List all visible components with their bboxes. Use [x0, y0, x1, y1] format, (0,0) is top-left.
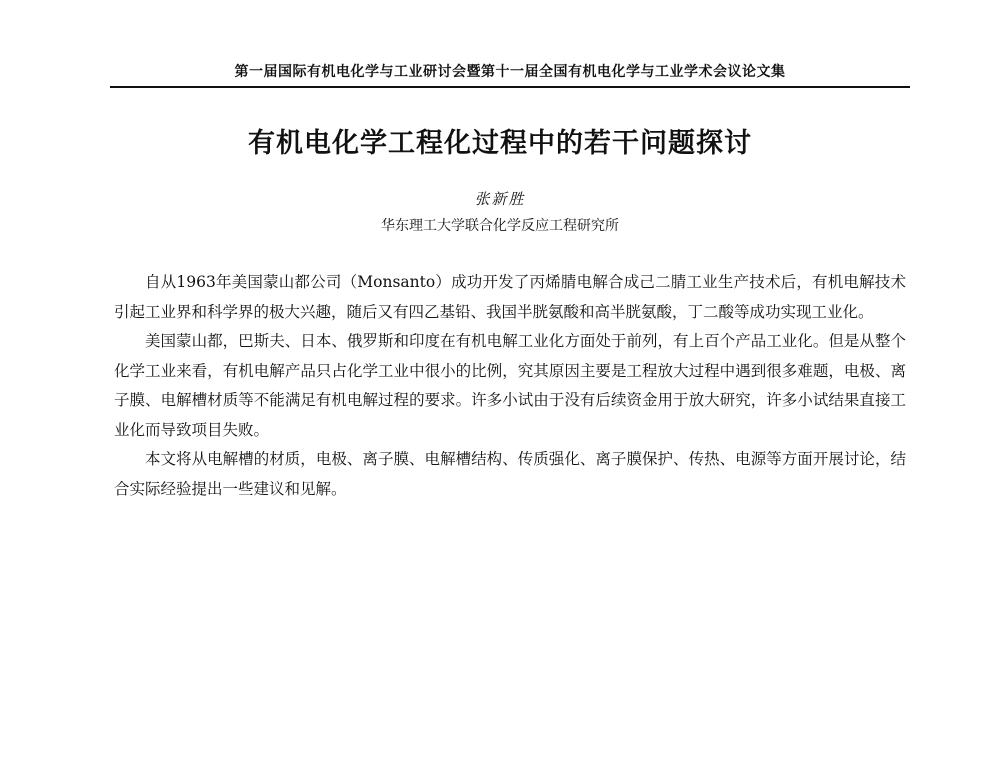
running-header: 第一届国际有机电化学与工业研讨会暨第十一届全国有机电化学与工业学术会议论文集 — [234, 64, 786, 80]
paper-title: 有机电化学工程化过程中的若干问题探讨 — [248, 128, 752, 159]
body-text — [114, 268, 906, 504]
author-name: 张新胜 — [474, 190, 526, 208]
body-paragraph: 本文将从电解槽的材质，电极、离子膜、电解槽结构、传质强化、离子膜保护、传热、电源等方面开展讨论，结合实际经验提出一些建议和见解。 — [114, 450, 906, 498]
header-rule — [110, 86, 910, 88]
body-paragraph: 美国蒙山都，巴斯夫、日本、俄罗斯和印度在有机电解工业化方面处于前列，有上百个产品工业化。但是从整个化学工业来看，有机电解产品只占化学工业中很小的比例，究其原因主要是工程放大过程中遇到很多难题，电极、离子膜、电解槽材质等不能满足有机电解过程的要求。许多小试由于没有后续资金用于放大研究，许多小试结果直接工业化而导致项目失败。 — [114, 332, 906, 439]
author-affiliation: 华东理工大学联合化学反应工程研究所 — [381, 218, 619, 234]
body-paragraph: 自从1963年美国蒙山都公司（Monsanto）成功开发了丙烯腈电解合成己二腈工业生产技术后，有机电解技术引起工业界和科学界的极大兴趣，随后又有四乙基铅、我国半胱氨酸和高半胱氨酸，丁二酸等成功实现工业化。 — [114, 273, 906, 321]
